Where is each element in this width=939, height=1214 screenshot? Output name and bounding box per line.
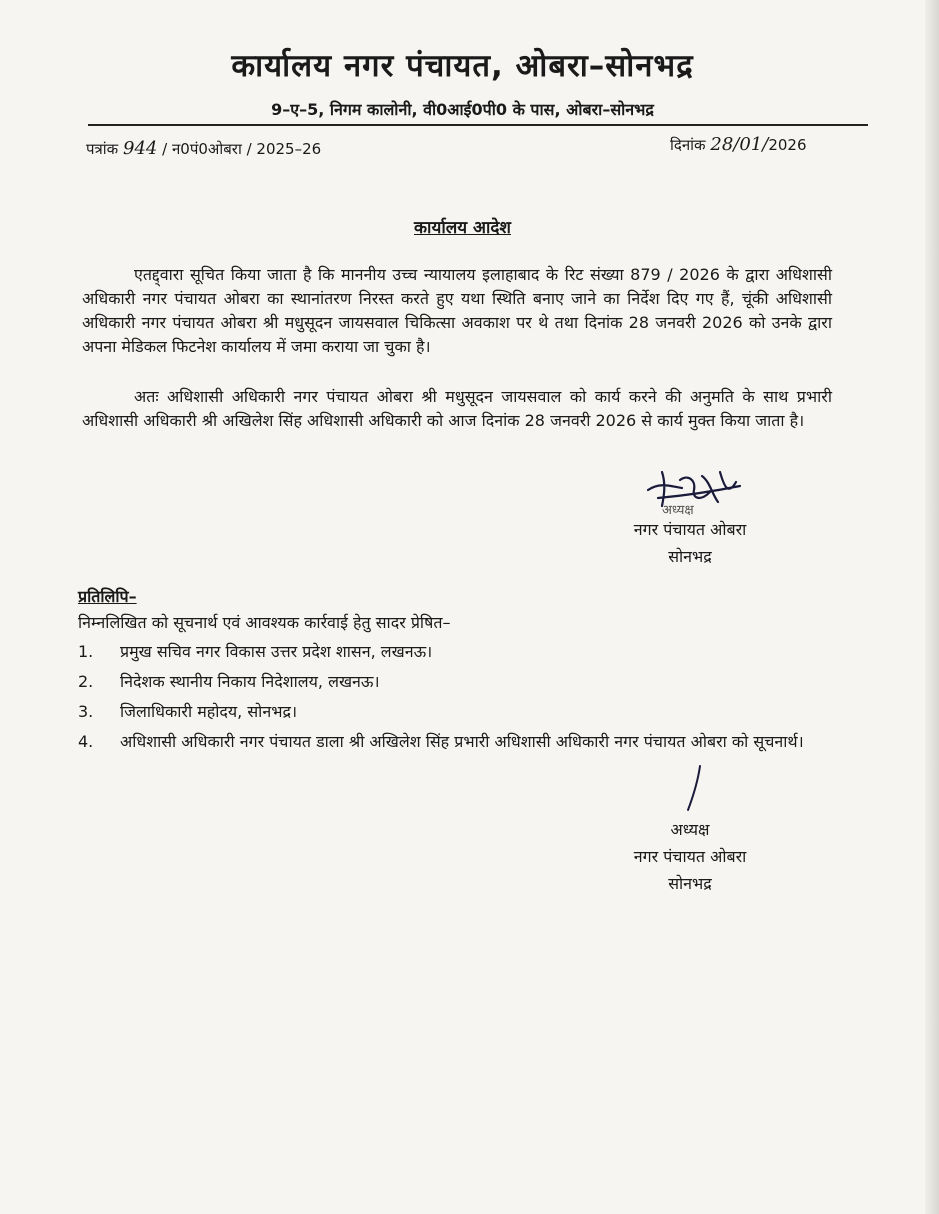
date-year: 2026 [768,136,807,154]
list-item-number: 4. [78,732,94,751]
list-item-text: अधिशासी अधिकारी नगर पंचायत डाला श्री अखिलेश सिंह प्रभारी अधिशासी अधिकारी नगर पंचायत ओबरा को सूचनार्थ। [120,732,804,751]
list-item-text: जिलाधिकारी महोदय, सोनभद्र। [120,702,298,721]
list-item [78,640,838,664]
page-edge-shadow [925,0,939,1214]
signature-1-district: सोनभद्र [668,547,712,566]
signature-2-designation: अध्यक्ष [670,820,710,839]
order-paragraph-2: अतः अधिशासी अधिकारी नगर पंचायत ओबरा श्री मधुसूदन जायसवाल को कार्य करने की अनुमति के साथ प्रभारी अधिशासी अधिकारी श्री अखिलेश सिंह अधिशासी अधिकारी को आज दिनांक 28 जनवरी 2026 से कार्य मुक्त किया जाता है। [82,387,832,430]
letterhead-divider [88,124,868,126]
date-label: दिनांक [670,136,706,154]
list-item [78,670,838,694]
letterhead-title: कार्यालय नगर पंचायत, ओबरा–सोनभद्र [231,48,694,84]
date-handwritten: 28/01/ [710,134,769,155]
copy-title: प्रतिलिपि– [78,587,137,606]
list-item-text: प्रमुख सचिव नगर विकास उत्तर प्रदेश शासन, लखनऊ। [120,642,433,661]
signature-1-office: नगर पंचायत ओबरा [633,520,747,539]
letter-date [670,134,807,155]
reference-number [86,138,321,159]
signature-2-block [600,816,780,897]
signature-1-scribble [640,462,750,522]
letterhead-address: 9–ए–5, निगम कालोनी, वी0आई0पी0 के पास, ओबरा–सोनभद्र [271,100,654,119]
reference-suffix: / न0पं0ओबरा / 2025–26 [162,140,322,158]
list-item-number: 2. [78,672,94,691]
list-item [78,700,838,724]
signature-2-district: सोनभद्र [668,874,712,893]
reference-label: पत्रांक [86,140,119,158]
list-item-number: 1. [78,642,94,661]
signature-1-designation: अध्यक्ष [662,503,694,518]
signature-1-block [600,516,780,570]
signature-2-office: नगर पंचायत ओबरा [633,847,747,866]
copy-recipient-list [78,640,838,760]
copy-intro: निम्नलिखित को सूचनार्थ एवं आवश्यक कार्रवाई हेतु सादर प्रेषित– [78,613,451,632]
signature-2-scribble [680,762,710,814]
list-item-number: 3. [78,702,94,721]
list-item [78,730,838,754]
list-item-text: निदेशक स्थानीय निकाय निदेशालय, लखनऊ। [120,672,380,691]
reference-handwritten-number: 944 [123,138,158,159]
order-title [0,215,925,238]
order-paragraph-1: एतद्द्वारा सूचित किया जाता है कि माननीय उच्च न्यायालय इलाहाबाद के रिट संख्या 879 / 2026 के द्वारा अधिशासी अधिकारी नगर पंचायत ओबरा का स्थानांतरण निरस्त करते हुए यथा स्थिति बनाए जाने का निर्देश दिए गए हैं, चूंकी अधिशासी अधिकारी नगर पंचायत ओबरा श्री मधुसूदन जायसवाल चिकित्सा अवकाश पर थे तथा दिनांक 28 जनवरी 2026 को उनके द्वारा अपना मेडिकल फिटनेश कार्यालय में जमा कराया जा चुका है। [82,265,832,356]
order-title-text: कार्यालय आदेश [414,218,511,238]
